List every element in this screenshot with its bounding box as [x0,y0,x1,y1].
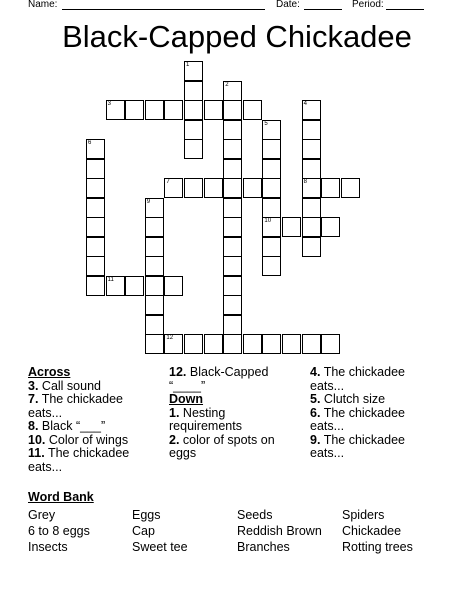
grid-cell[interactable] [243,178,262,198]
grid-cell[interactable] [223,139,242,159]
grid-cell[interactable] [282,334,301,354]
cell-number: 2 [225,81,229,88]
cell-number: 1 [186,62,190,68]
grid-cell[interactable] [106,100,125,120]
grid-cell[interactable] [145,217,164,237]
grid-cell[interactable] [86,198,105,218]
grid-cell[interactable] [86,159,105,179]
grid-cell[interactable] [223,295,242,315]
grid-cell[interactable] [262,159,281,179]
grid-cell[interactable] [86,256,105,276]
grid-cell[interactable] [145,315,164,335]
name-label: Name: [28,0,58,10]
grid-cell[interactable] [223,256,242,276]
grid-cell[interactable] [204,100,223,120]
grid-cell[interactable] [223,217,242,237]
grid-cell[interactable] [164,178,183,198]
grid-cell[interactable] [184,61,203,81]
grid-cell[interactable] [223,100,242,120]
grid-cell[interactable] [86,237,105,257]
clue-11: 11. The chickadee [28,446,130,460]
grid-cell[interactable] [282,217,301,237]
word-bank-item: Chickadee [342,524,402,538]
grid-cell[interactable] [321,217,340,237]
grid-cell[interactable] [145,100,164,120]
grid-cell[interactable] [184,81,203,101]
grid-cell[interactable] [164,100,183,120]
clue-5: 5. Clutch size [310,392,386,406]
grid-cell[interactable] [223,159,242,179]
clue-2-cont: eggs [169,446,197,460]
word-bank-item: Seeds [237,508,273,522]
word-bank-item: Rotting trees [342,540,413,554]
grid-cell[interactable] [262,198,281,218]
word-bank-item: Reddish Brown [237,524,322,538]
grid-cell[interactable] [262,256,281,276]
clue-3: 3. Call sound [28,378,101,393]
cell-number: 9 [146,198,151,205]
word-bank-item: Eggs [132,508,161,522]
grid-cell[interactable] [302,120,321,140]
cell-number: 8 [303,179,307,185]
grid-cell[interactable] [145,295,164,315]
grid-cell[interactable] [86,276,105,296]
grid-cell[interactable] [302,198,321,218]
date-label: Date: [276,0,300,10]
grid-cell[interactable] [243,334,262,354]
clue-12: 12. Black-Capped [169,365,269,379]
grid-cell[interactable] [184,120,203,140]
grid-cell[interactable] [223,276,242,296]
grid-cell[interactable] [223,198,242,218]
clue-7: 7. The chickadee [28,392,123,406]
page-title: Black-Capped Chickadee [62,19,412,54]
grid-cell[interactable] [302,159,321,179]
grid-cell[interactable] [164,276,183,296]
grid-cell[interactable] [204,334,223,354]
grid-cell[interactable] [262,237,281,257]
grid-cell[interactable] [86,217,105,237]
period-label: Period: [352,0,384,10]
grid-cell[interactable] [302,217,321,237]
grid-cell[interactable] [223,81,242,101]
period-field[interactable] [386,9,424,10]
grid-cell[interactable] [262,334,281,354]
grid-cell[interactable] [145,256,164,276]
down-heading: Down [169,392,204,406]
grid-cell[interactable] [302,237,321,257]
cell-number: 5 [264,120,268,127]
clue-8: 8. Black “___” [28,419,106,433]
grid-cell[interactable] [223,237,242,257]
cell-number: 4 [303,101,307,107]
grid-cell[interactable] [262,120,281,140]
down-clues-right [310,366,405,461]
crossword-grid [86,61,356,365]
cell-number: 10 [264,218,272,224]
middle-clues [169,366,275,461]
word-bank-item: Grey [28,508,56,522]
clue-2: 2. color of spots on [169,432,275,447]
cell-number: 3 [107,101,111,107]
grid-cell[interactable] [204,178,223,198]
grid-cell[interactable] [341,178,360,198]
grid-cell[interactable] [86,178,105,198]
grid-cell[interactable] [86,139,105,159]
clue-1: 1. Nesting [169,405,226,420]
grid-cell[interactable] [223,120,242,140]
word-bank-item: Insects [28,540,68,554]
grid-cell[interactable] [184,139,203,159]
clue-4: 4. The chickadee [310,365,405,379]
grid-cell[interactable] [145,334,164,354]
clue-9-cont: eats... [310,446,345,460]
word-bank-title: Word Bank [28,490,94,504]
clue-7-cont: eats... [28,405,63,420]
across-clues [28,366,129,474]
header-row [0,0,474,14]
grid-cell[interactable] [145,276,164,296]
grid-cell[interactable] [145,198,164,218]
grid-cell[interactable] [321,178,340,198]
name-field[interactable] [62,9,265,10]
clue-12-cont: “____” [169,378,206,393]
grid-cell[interactable] [125,100,144,120]
across-heading: Across [28,365,71,379]
grid-cell[interactable] [302,139,321,159]
word-bank-item: Branches [237,540,290,554]
clue-1-cont: requirements [169,419,242,433]
word-bank-item: Spiders [342,508,385,522]
clue-6-cont: eats... [310,419,345,433]
grid-cell[interactable] [184,334,203,354]
word-bank-item: 6 to 8 eggs [28,524,90,538]
word-bank-item: Cap [132,524,155,538]
grid-cell[interactable] [262,217,281,237]
grid-cell[interactable] [145,237,164,257]
grid-cell[interactable] [106,276,125,296]
grid-cell[interactable] [164,334,183,354]
grid-cell[interactable] [302,334,321,354]
clue-9: 9. The chickadee [310,432,405,447]
grid-cell[interactable] [321,334,340,354]
grid-cell[interactable] [302,100,321,120]
cell-number: 7 [166,179,170,185]
grid-cell[interactable] [262,178,281,198]
clue-11-cont: eats... [28,459,63,474]
grid-cell[interactable] [184,100,203,120]
grid-cell[interactable] [243,100,262,120]
cell-number: 12 [166,335,174,341]
word-bank-item: Sweet tee [132,540,188,554]
clue-10: 10. Color of wings [28,432,129,447]
clue-4-cont: eats... [310,378,345,393]
date-field[interactable] [304,9,342,10]
grid-cell[interactable] [223,334,242,354]
clue-6: 6. The chickadee [310,405,405,420]
grid-cell[interactable] [184,178,203,198]
grid-cell[interactable] [302,178,321,198]
grid-cell[interactable] [262,139,281,159]
grid-cell[interactable] [223,315,242,335]
grid-cell[interactable] [223,178,242,198]
cell-number: 11 [107,276,114,283]
cell-number: 6 [88,140,92,146]
grid-cell[interactable] [125,276,144,296]
